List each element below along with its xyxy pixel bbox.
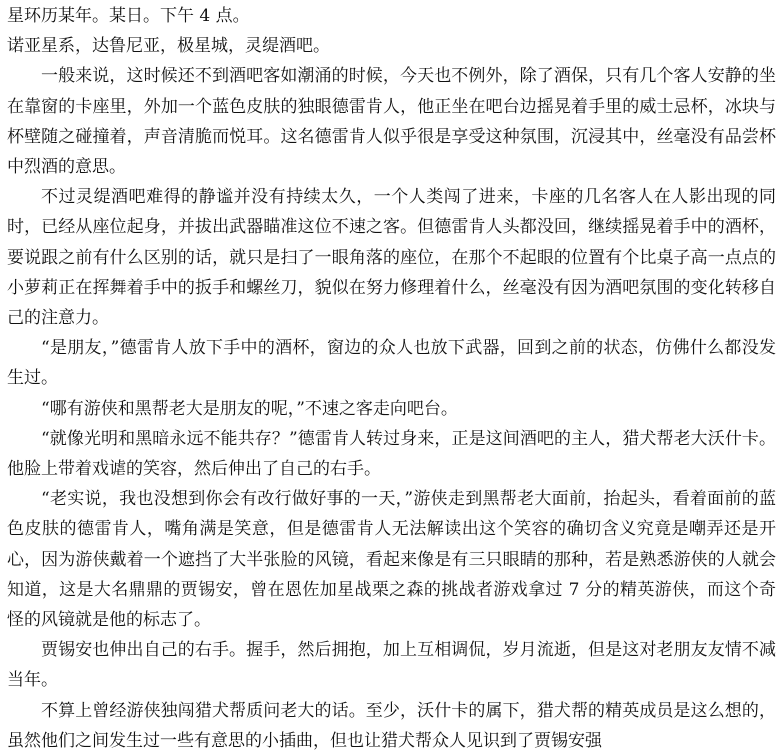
- paragraph-handshake: 贾锡安也伸出自己的右手。握手，然后拥抱，加上互相调侃，岁月流逝，但是这对老朋友友情不减当年。: [7, 640, 776, 691]
- paragraph-gang-members: 不算上曾经游侠独闯猎犬帮质问老大的话。至少，沃什卡的属下，猎犬帮的精英成员是这么想的，虽然他们之间发生过一些有意思的小插曲，但也让猎犬帮众人见识到了贾锡安强: [7, 700, 776, 751]
- paragraph-is-friend: “是朋友，”德雷肯人放下手中的酒杯，窗边的众人也放下武器，回到之前的状态，仿佛什么都没发生过。: [7, 338, 776, 389]
- place-line: 诺亚星系，达鲁尼亚，极星城，灵缇酒吧。: [7, 36, 330, 57]
- time-line: 星环历某年。某日。下午 4 点。: [7, 6, 250, 26]
- paragraph-boss-turns: “就像光明和黑暗永远不能共存？”德雷肯人转过身来，正是这间酒吧的主人，猎犬帮老大沃什卡。他脸上带着戏谑的笑容，然后伸出了自己的右手。: [7, 428, 776, 480]
- paragraph-bar-scene: 一般来说，这时候还不到酒吧客如潮涌的时候，今天也不例外，除了酒保，只有几个客人安静的坐在靠窗的卡座里，外加一个蓝色皮肤的独眼德雷肯人，他正坐在吧台边摇晃着手里的威士忌杯，冰块与杯壁随之碰撞着，声音清脆而悦耳。这名德雷肯人似乎很是享受这种氛围，沉浸其中，丝毫没有品尝杯中烈酒的意思。: [7, 66, 776, 178]
- paragraph-ranger-goggles: “老实说，我也没想到你会有改行做好事的一天，”游侠走到黑帮老大面前，抬起头，看着面前的蓝色皮肤的德雷肯人，嘴角满是笑意，但是德雷肯人无法解读出这个笑容的确切含义究竟是嘲弄还是开心，因为游侠戴着一个遮挡了大半张脸的风镜，看起来像是有三只眼睛的那种，若是熟悉游侠的人就会知道，这是大名鼎鼎的贾锡安，曾在恩佐加星战栗之森的挑战者游戏拿过 7 分的精英游侠，而这个奇怪的风镜就是他的标志了。: [7, 489, 776, 631]
- paragraph-ranger-reply: “哪有游侠和黑帮老大是朋友的呢，”不速之客走向吧台。: [41, 398, 458, 419]
- paragraph-stranger-enters: 不过灵缇酒吧难得的静谧并没有持续太久，一个人类闯了进来，卡座的几名客人在人影出现的同时，已经从座位起身，并拔出武器瞄准这位不速之客。但德雷肯人头都没回，继续摇晃着手中的酒杯，要说跟之前有什么区别的话，就只是扫了一眼角落的座位，在那个不起眼的位置有个比桌子高一点点的小萝莉正在挥舞着手中的扳手和螺丝刀，貌似在努力修理着什么，丝毫没有因为酒吧氛围的变化转移自己的注意力。: [7, 187, 776, 329]
